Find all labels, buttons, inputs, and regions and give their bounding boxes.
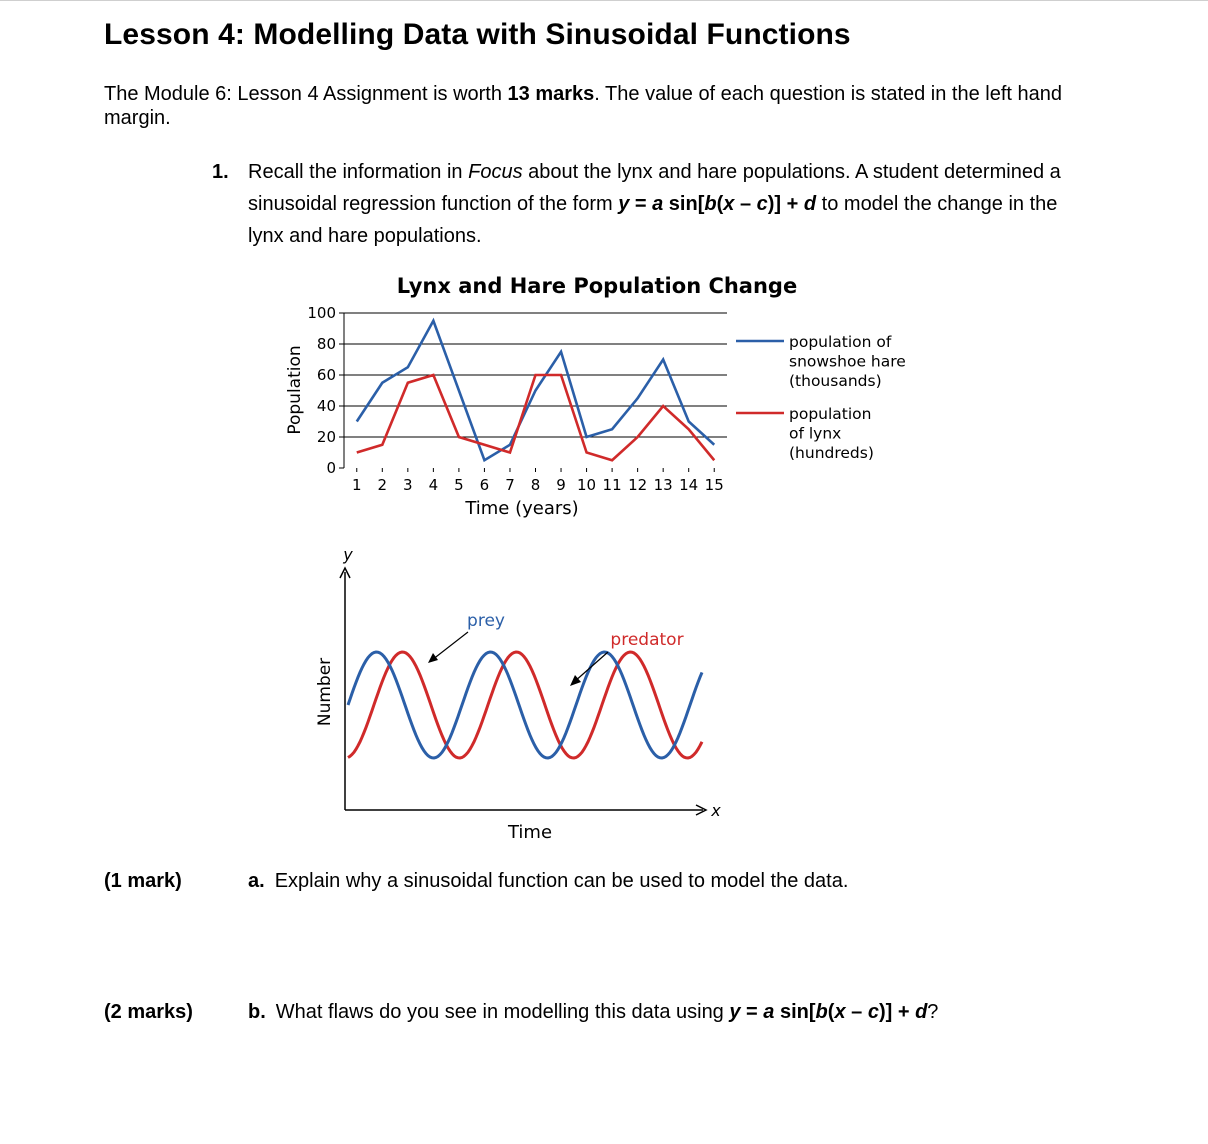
predator-annotation: predator xyxy=(610,630,684,650)
legend xyxy=(736,333,906,462)
predator-prey-sketch xyxy=(315,545,721,843)
legend-lynx-label: of lynx xyxy=(789,424,842,443)
predator-curve xyxy=(348,652,702,758)
part-b-formula: y = a sin[b(x – c)] + d xyxy=(729,1001,928,1023)
series-lines xyxy=(357,321,714,461)
y-tick-label: 80 xyxy=(316,335,336,353)
y-tick-label: 20 xyxy=(316,428,336,446)
hare-line xyxy=(357,321,714,461)
lynx-line xyxy=(357,375,714,460)
intro-marks: 13 marks xyxy=(507,83,595,105)
legend-lynx-label: (hundreds) xyxy=(789,444,874,462)
prey-arrow-line xyxy=(432,632,468,660)
part-a-question xyxy=(248,870,848,893)
x-tick-label: 8 xyxy=(530,476,541,494)
legend-hare-label: population of xyxy=(789,333,892,351)
x-tick-label: 11 xyxy=(602,476,622,494)
x-tick-label: 4 xyxy=(428,476,439,494)
x-tick-label: 12 xyxy=(628,476,648,494)
y-tick-label: 60 xyxy=(316,366,336,384)
q1-text-2: about the lynx and hare populations. A student determined a sinusoidal regression function of the form xyxy=(248,161,1061,215)
part-b-marks: (2 marks) xyxy=(104,1001,193,1023)
x-axis-label: Time (years) xyxy=(465,498,579,519)
x-tick-label: 6 xyxy=(479,476,490,494)
x-tick-labels xyxy=(352,476,724,494)
y-tick-label: 40 xyxy=(316,397,336,415)
q1-text-1: Recall the information in xyxy=(248,161,469,183)
intro-after: . The value of each question is stated in the left hand margin. xyxy=(104,83,1063,129)
part-b-end: ? xyxy=(927,1001,939,1023)
legend-hare-label: (thousands) xyxy=(789,372,882,390)
y-axis-label-number: Number xyxy=(315,657,335,727)
x-axis-label-time: Time xyxy=(507,822,553,843)
prey-arrow-head xyxy=(428,653,438,663)
x-tick-label: 13 xyxy=(653,476,673,494)
y-tick-labels xyxy=(307,304,336,477)
y-tick-label: 0 xyxy=(326,459,336,477)
prey-curve xyxy=(348,652,702,758)
part-b-text: What flaws do you see in modelling this data using xyxy=(275,1001,730,1023)
x-tick-label: 10 xyxy=(577,476,597,494)
x-tick-label: 7 xyxy=(505,476,515,494)
part-a-marks: (1 mark) xyxy=(104,870,182,892)
question-1-number: 1. xyxy=(212,161,229,183)
legend-lynx-label: population xyxy=(789,405,872,423)
legend-hare-label: snowshoe hare xyxy=(789,352,906,371)
grid-lines xyxy=(339,313,727,472)
x-tick-label: 14 xyxy=(679,476,699,494)
x-tick-label: 5 xyxy=(454,476,464,494)
x-tick-label: 9 xyxy=(556,476,566,494)
lynx-hare-chart xyxy=(285,274,906,519)
page-title: Lesson 4: Modelling Data with Sinusoidal Functions xyxy=(104,18,851,51)
prey-annotation: prey xyxy=(467,611,505,631)
part-b-letter: b. xyxy=(248,1001,266,1023)
intro-before: The Module 6: Lesson 4 Assignment is worth xyxy=(104,83,508,105)
y-axis-letter: y xyxy=(343,545,353,564)
q1-formula: y = a sin[b(x – c)] + d xyxy=(618,193,817,215)
q1-text-3: to model the change in the lynx and hare populations. xyxy=(248,193,1058,247)
q1-focus: Focus xyxy=(468,161,523,183)
chart-title: Lynx and Hare Population Change xyxy=(396,274,798,298)
y-tick-label: 100 xyxy=(307,304,336,322)
part-b-question xyxy=(248,1001,938,1024)
predator-arrow-line xyxy=(574,652,608,682)
x-tick-label: 3 xyxy=(403,476,413,494)
x-tick-label: 15 xyxy=(704,476,724,494)
x-tick-label: 1 xyxy=(351,476,362,494)
part-a-text: Explain why a sinusoidal function can be used to model the data. xyxy=(274,870,849,892)
x-axis-letter: x xyxy=(711,801,721,820)
part-a-letter: a. xyxy=(248,870,265,892)
x-tick-label: 2 xyxy=(377,476,388,494)
y-axis-label: Population xyxy=(285,345,305,435)
